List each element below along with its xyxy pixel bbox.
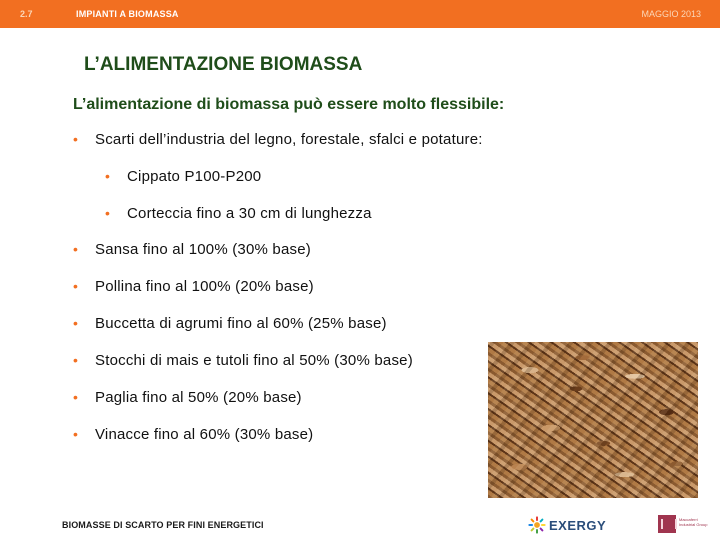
list-item (105, 205, 372, 222)
section-number: 2.7 (20, 9, 33, 19)
list-item-text: Vinacce fino al 60% (30% base) (95, 426, 314, 443)
list-item-text: Corteccia fino a 30 cm di lunghezza (127, 205, 372, 222)
slide-title: L’ALIMENTAZIONE BIOMASSA (84, 54, 363, 75)
photo-texture (488, 342, 698, 498)
bullet-icon: • (105, 168, 111, 184)
list-item (73, 241, 311, 258)
header-date: MAGGIO 2013 (641, 9, 701, 19)
bullet-icon: • (73, 389, 79, 405)
maccaferri-mark-icon (658, 515, 676, 533)
list-item (73, 278, 314, 295)
exergy-wordmark: EXERGY (549, 517, 607, 533)
section-title: IMPIANTI A BIOMASSA (76, 9, 179, 19)
list-item-text: Pollina fino al 100% (20% base) (95, 278, 314, 295)
list-item-text: Paglia fino al 50% (20% base) (95, 389, 302, 406)
maccaferri-logo (658, 515, 711, 533)
list-item-text: Cippato P100-P200 (127, 168, 262, 185)
bullet-icon: • (105, 205, 111, 221)
footer-caption: BIOMASSE DI SCARTO PER FINI ENERGETICI (62, 520, 264, 530)
bullet-icon: • (73, 278, 79, 294)
list-item (105, 168, 262, 185)
list-item-text: Buccetta di agrumi fino al 60% (25% base) (95, 315, 387, 332)
bullet-icon: • (73, 131, 79, 147)
sun-icon (528, 516, 546, 534)
list-item (73, 315, 387, 332)
list-item-text: Stocchi di mais e tutoli fino al 50% (30% base) (95, 352, 413, 369)
list-item-text: Sansa fino al 100% (30% base) (95, 241, 311, 258)
bullet-icon: • (73, 241, 79, 257)
exergy-logo (528, 515, 606, 535)
list-item-text: Scarti dell’industria del legno, forestale, sfalci e potature: (95, 131, 483, 148)
bullet-icon: • (73, 352, 79, 368)
slide-subtitle: L’alimentazione di biomassa può essere molto flessibile: (73, 96, 505, 113)
maccaferri-wordmark: Maccaferri Industrial Group (679, 517, 708, 527)
list-item (73, 426, 314, 443)
bullet-icon: • (73, 315, 79, 331)
list-item (73, 389, 302, 406)
bullet-icon: • (73, 426, 79, 442)
list-item (73, 131, 483, 148)
list-item (73, 352, 413, 369)
header-bar (0, 0, 720, 28)
